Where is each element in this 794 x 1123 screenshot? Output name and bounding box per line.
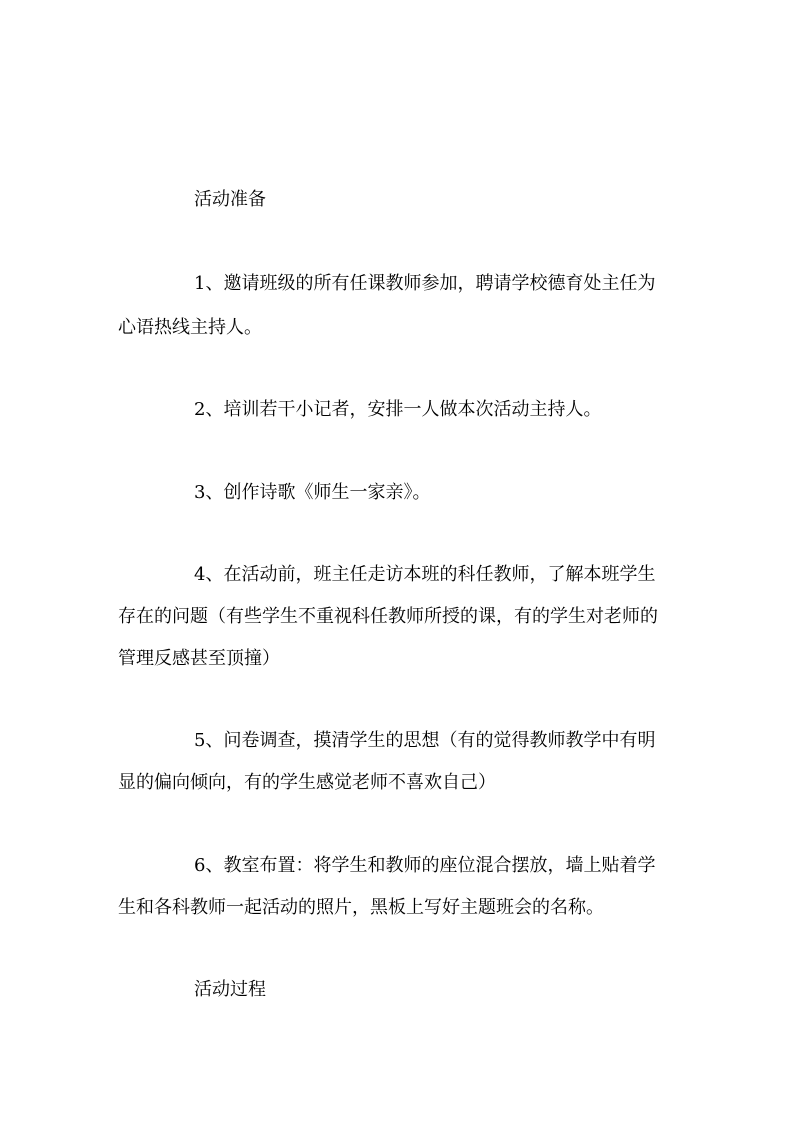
section-heading-process: 活动过程 <box>194 979 266 1000</box>
item-5-line-2: 显的偏向倾向，有的学生感觉老师不喜欢自己） <box>118 772 496 793</box>
item-6-line-2: 生和各科教师一起活动的照片，黑板上写好主题班会的名称。 <box>118 897 604 918</box>
item-1-line-2: 心语热线主持人。 <box>118 317 262 338</box>
item-1-line-1: 1、邀请班级的所有任课教师参加，聘请学校德育处主任为 <box>194 273 656 294</box>
item-4-line-3: 管理反感甚至顶撞） <box>118 648 280 669</box>
item-2-line-1: 2、培训若干小记者，安排一人做本次活动主持人。 <box>194 399 602 420</box>
section-heading-preparation: 活动准备 <box>194 189 266 210</box>
item-4-line-1: 4、在活动前，班主任走访本班的科任教师，了解本班学生 <box>194 564 656 585</box>
item-3-line-1: 3、创作诗歌《师生一家亲》。 <box>194 482 431 503</box>
item-4-line-2: 存在的问题（有些学生不重视科任教师所授的课，有的学生对老师的 <box>118 606 658 627</box>
item-6-line-1: 6、教室布置：将学生和教师的座位混合摆放，墙上贴着学 <box>194 855 656 876</box>
item-5-line-1: 5、问卷调查，摸清学生的思想（有的觉得教师教学中有明 <box>194 730 656 751</box>
